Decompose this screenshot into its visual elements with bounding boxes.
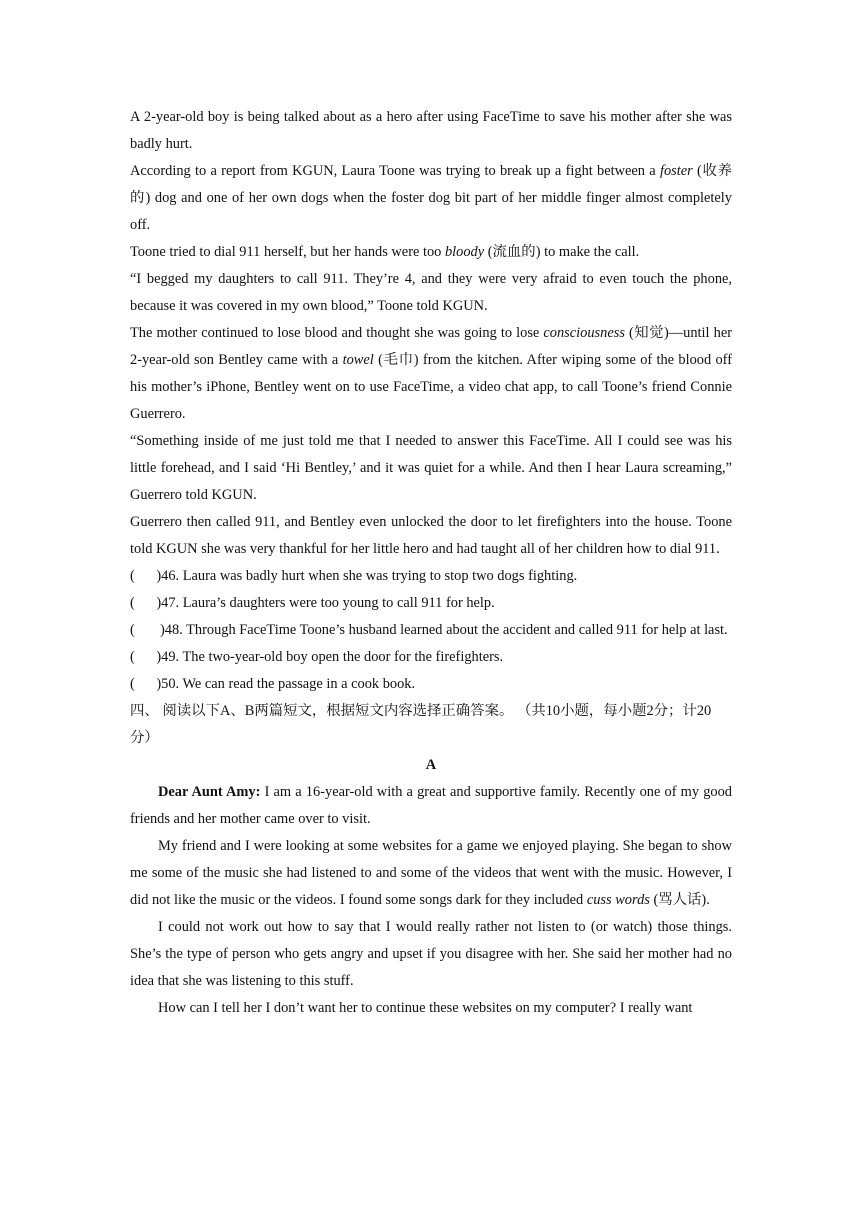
story-paragraph-3: Toone tried to dial 911 herself, but her hands were too bloody (流血的) to make the call.: [130, 244, 640, 260]
section-heading: 四、 阅读以下A、B两篇短文，根据短文内容选择正确答案。 （共10小题，每小题2分；计20分）: [130, 703, 712, 746]
document-page: [130, 104, 732, 1022]
term-bloody: bloody: [444, 244, 485, 260]
term-foster: foster: [659, 163, 693, 179]
term-cuss-words: cuss words: [586, 892, 650, 908]
letter-paragraph-4: How can I tell her I don’t want her to continue these websites on my computer? I really want: [158, 1000, 693, 1016]
passage-label: A: [425, 757, 437, 773]
question-46: ( )46. Laura was badly hurt when she was trying to stop two dogs fighting.: [130, 568, 578, 584]
letter-salutation: Dear Aunt Amy:: [158, 784, 261, 800]
question-47: ( )47. Laura’s daughters were too young to call 911 for help.: [130, 595, 495, 611]
story-paragraph-2: According to a report from KGUN, Laura Toone was trying to break up a fight between a foster (收养的) dog and one of her own dogs when the foster dog bit part of her middle finger almost completely off.: [130, 163, 732, 233]
story-paragraph-6: “Something inside of me just told me that I needed to answer this FaceTime. All I could see was his little forehead, and I said ‘Hi Bentley,’ and it was quiet for a while. And then I hear Laura screaming,” Guerrero told KGUN.: [130, 433, 732, 503]
letter-paragraph-2: My friend and I were looking at some websites for a game we enjoyed playing. She began to show me some of the music she had listened to and some of the videos that went with the music. However, I did not like the music or the videos. I found some songs dark for they included cuss words (骂人话).: [130, 838, 732, 908]
question-49: ( )49. The two-year-old boy open the door for the firefighters.: [130, 649, 504, 665]
story-paragraph-5: The mother continued to lose blood and thought she was going to lose consciousness (知觉)—until her 2-year-old son Bentley came with a towel (毛巾) from the kitchen. After wiping some of the blood off his mother’s iPhone, Bentley went on to use FaceTime, a video chat app, to call Toone’s friend Connie Guerrero.: [130, 325, 732, 422]
term-consciousness: consciousness: [543, 325, 625, 341]
term-towel: towel: [342, 352, 374, 368]
story-paragraph-7: Guerrero then called 911, and Bentley even unlocked the door to let firefighters into the house. Toone told KGUN she was very thankful for her little hero and had taught all of her children how to dial 911.: [130, 514, 732, 557]
story-paragraph-4: “I begged my daughters to call 911. They’re 4, and they were very afraid to even touch the phone, because it was covered in my own blood,” Toone told KGUN.: [130, 271, 732, 314]
letter-paragraph-3: I could not work out how to say that I would really rather not listen to (or watch) those things. She’s the type of person who gets angry and upset if you disagree with her. She said her mother had no idea that she was listening to this stuff.: [130, 919, 732, 989]
question-48: ( )48. Through FaceTime Toone’s husband learned about the accident and called 911 for help at last.: [130, 622, 728, 638]
question-50: ( )50. We can read the passage in a cook book.: [130, 676, 416, 692]
letter-paragraph-1: Dear Aunt Amy: I am a 16-year-old with a great and supportive family. Recently one of my good friends and her mother came over to visit.: [130, 784, 732, 827]
story-paragraph-1: A 2-year-old boy is being talked about as a hero after using FaceTime to save his mother after she was badly hurt.: [130, 109, 732, 152]
